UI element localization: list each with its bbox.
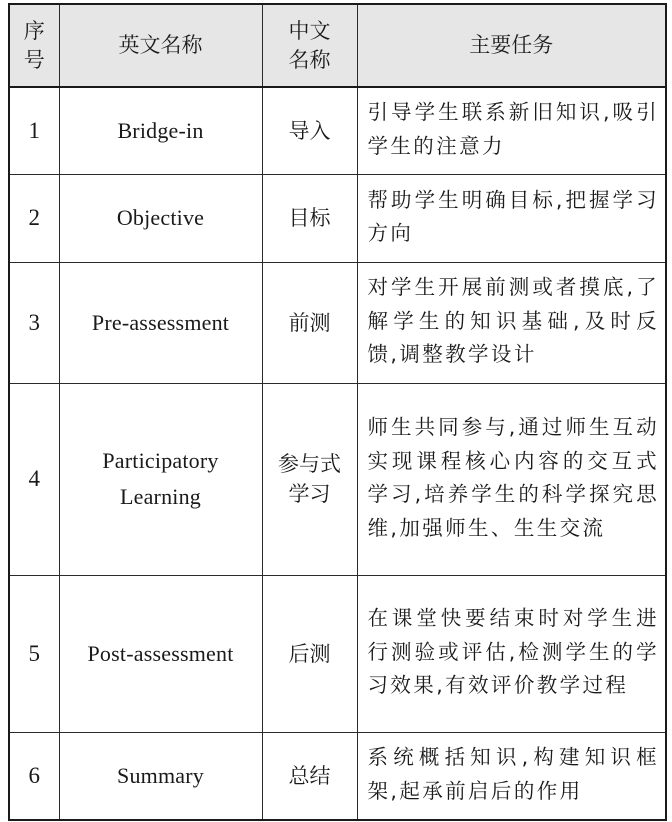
row-cn: 目标 [262, 174, 357, 262]
row-num: 2 [9, 174, 59, 262]
row-cn: 参与式学习 [262, 383, 357, 575]
row-num: 1 [9, 87, 59, 174]
table-row [9, 732, 666, 820]
row-num: 4 [9, 383, 59, 575]
row-en: Bridge-in [59, 87, 262, 174]
row-en: Participatory Learning [59, 383, 262, 575]
row-cn: 后测 [262, 575, 357, 732]
row-task: 引导学生联系新旧知识,吸引学生的注意力 [357, 87, 666, 174]
row-cn: 总结 [262, 732, 357, 820]
row-num: 5 [9, 575, 59, 732]
row-task: 帮助学生明确目标,把握学习方向 [357, 174, 666, 262]
row-task: 师生共同参与,通过师生互动实现课程核心内容的交互式学习,培养学生的科学探究思维,加强师生、生生交流 [357, 383, 666, 575]
row-cn: 前测 [262, 262, 357, 383]
row-num: 6 [9, 732, 59, 820]
row-num: 3 [9, 262, 59, 383]
row-en: Post-assessment [59, 575, 262, 732]
header-row [9, 4, 666, 87]
row-task: 在课堂快要结束时对学生进行测验或评估,检测学生的学习效果,有效评价教学过程 [357, 575, 666, 732]
table-row [9, 174, 666, 262]
boppps-table-container [8, 3, 665, 819]
table-row [9, 262, 666, 383]
header-en: 英文名称 [59, 4, 262, 87]
table-row [9, 383, 666, 575]
row-task: 对学生开展前测或者摸底,了解学生的知识基础,及时反馈,调整教学设计 [357, 262, 666, 383]
row-en: Pre-assessment [59, 262, 262, 383]
header-num: 序号 [9, 4, 59, 87]
row-cn: 导入 [262, 87, 357, 174]
row-task: 系统概括知识,构建知识框架,起承前启后的作用 [357, 732, 666, 820]
header-cn: 中文名称 [262, 4, 357, 87]
row-en: Objective [59, 174, 262, 262]
row-en: Summary [59, 732, 262, 820]
table-row [9, 575, 666, 732]
table-row [9, 87, 666, 174]
header-task: 主要任务 [357, 4, 666, 87]
boppps-table [8, 3, 667, 821]
